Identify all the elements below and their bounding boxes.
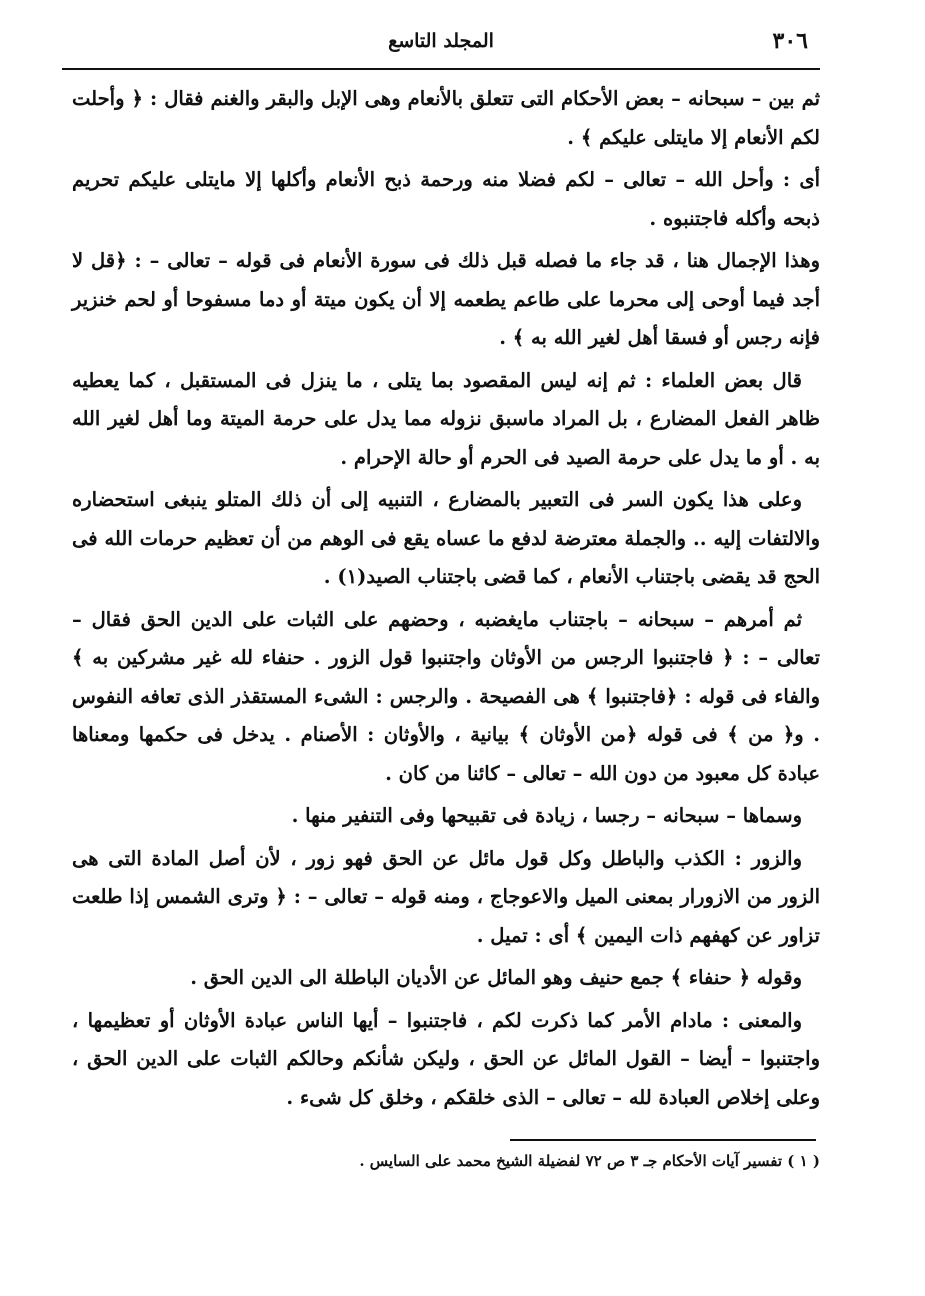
body-text [72,80,820,1121]
paragraph: وعلى هذا يكون السر فى التعبير بالمضارع ، التنبيه إلى أن ذلك المتلو ينبغى استحضاره والالتفات إليه .. والجملة معترضة لدفع ما عساه يقع فى الوهم من أن تعظيم حرمات الله فى الحج قد يقضى باجتناب الأنعام ، كما قضى باجتناب الصيد(١) . [72,488,820,588]
paragraph: وسماها – سبحانه – رجسا ، زيادة فى تقبيحها وفى التنفير منها . [291,804,802,827]
paragraph: وهذا الإجمال هنا ، قد جاء ما فصله قبل ذلك فى سورة الأنعام فى قوله – تعالى – : ﴿قل لا أجد فيما أوحى إلى محرما على طاعم يطعمه إلا أن يكون ميتة أو دما مسفوحا أو لحم خنزير فإنه رجس أو فسقا أهل لغير الله به ﴾ . [72,249,820,349]
footnote-divider [510,1139,816,1141]
volume-title: المجلد التاسع [388,30,494,52]
paragraph: أى : وأحل الله – تعالى – لكم فضلا منه ورحمة ذبح الأنعام وأكلها إلا مايتلى عليكم تحريم ذبحه وأكله فاجتنبوه . [72,168,820,230]
footnote: ( ١ ) تفسير آيات الأحكام جـ ٣ ص ٧٢ لفضيلة الشيخ محمد على السايس . [359,1152,820,1170]
paragraph: قال بعض العلماء : ثم إنه ليس المقصود بما يتلى ، ما ينزل فى المستقبل ، كما يعطيه ظاهر الفعل المضارع ، بل المراد ماسبق نزوله مما يدل على حرمة الميتة وما أهل لغير الله به . أو ما يدل على حرمة الصيد فى الحرم أو حالة الإحرام . [72,368,820,469]
header-divider [62,68,820,70]
paragraph: والزور : الكذب والباطل وكل قول مائل عن الحق فهو زور ، لأن أصل المادة التى هى الزور من الازورار بمعنى الميل والاعوجاج ، ومنه قوله – تعالى – : ﴿ وترى الشمس إذا طلعت تزاور عن كهفهم ذات اليمين ﴾ أى : تميل . [72,846,820,947]
paragraph: وقوله ﴿ حنفاء ﴾ جمع حنيف وهو المائل عن الأديان الباطلة الى الدين الحق . [190,966,802,989]
paragraph: والمعنى : مادام الأمر كما ذكرت لكم ، فاجتنبوا – أيها الناس عبادة الأوثان أو تعظيمها ، واجتنبوا – أيضا – القول المائل عن الحق ، وليكن شأنكم وحالكم الثبات على الدين الحق ، وعلى إخلاص العبادة لله – تعالى – الذى خلقكم ، وخلق كل شىء . [72,1008,820,1109]
page-number: ٣٠٦ [772,28,808,54]
page-header [62,24,820,64]
paragraph: ثم بين – سبحانه – بعض الأحكام التى تتعلق بالأنعام وهى الإبل والبقر والغنم فقال : ﴿ وأحلت لكم الأنعام إلا مايتلى عليكم ﴾ . [72,87,820,149]
paragraph: ثم أمرهم – سبحانه – باجتناب مايغضبه ، وحضهم على الثبات على الدين الحق فقال – تعالى – : ﴿ فاجتنبوا الرجس من الأوثان واجتنبوا قول الزور . حنفاء لله غير مشركين به ﴾ والفاء فى قوله : ﴿فاجتنبوا ﴾ هى الفصيحة . والرجس : الشىء المستقذر الذى تعافه النفوس . و﴿ من ﴾ فى قوله ﴿من الأوثان ﴾ بيانية ، والأوثان : الأصنام . يدخل فى حكمها ومعناها عبادة كل معبود من دون الله – تعالى – كائنا من كان . [72,607,820,785]
